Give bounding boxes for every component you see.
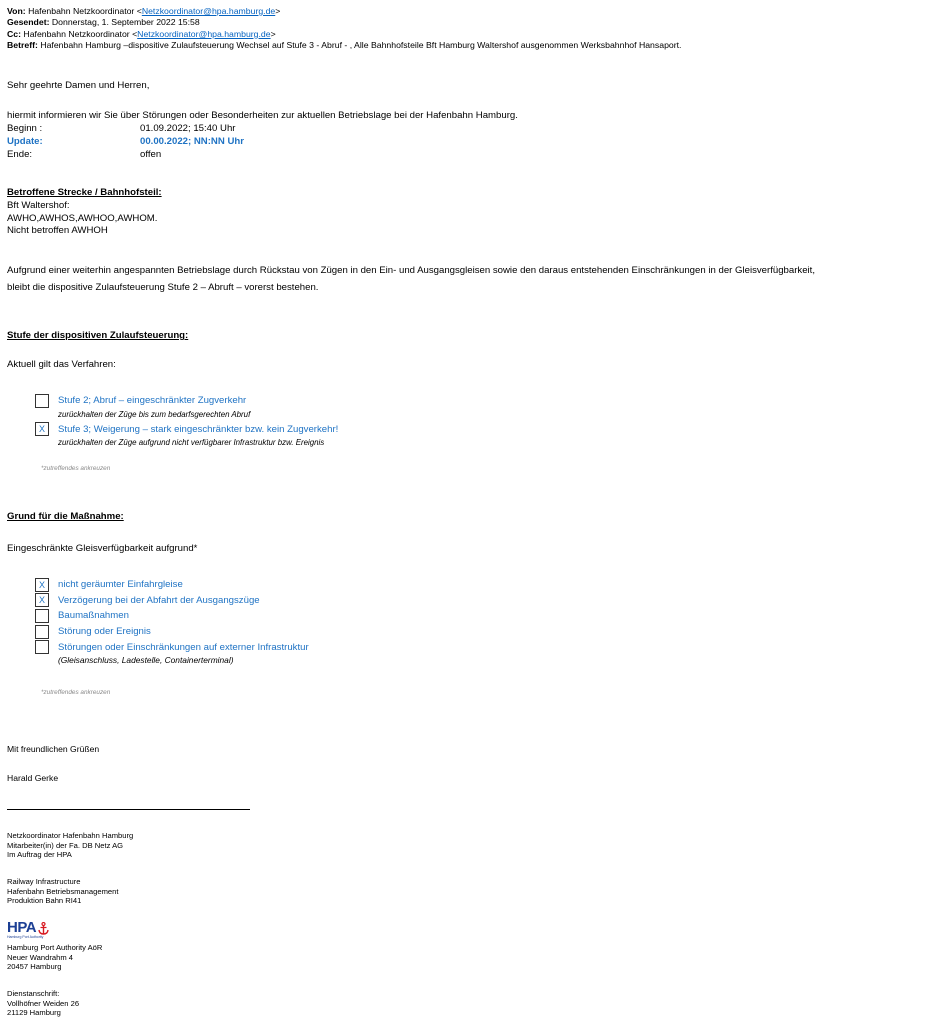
role-line-2: Mitarbeiter(in) der Fa. DB Netz AG bbox=[7, 840, 124, 850]
situation-line-1: Aufgrund einer weiterhin angespannten Betriebslage durch Rückstau von Zügen in den Ein- und Ausgangsgleisen sowie den daraus entstehenden Einschränkungen in der Gleisverfügbarkeit, bbox=[7, 265, 816, 276]
org-line-1: Hamburg Port Authority AöR bbox=[7, 943, 103, 952]
checkbox-reason-4[interactable] bbox=[35, 625, 49, 639]
update-label: Update: bbox=[7, 135, 43, 147]
check-note-2: *zutreffendes ankreuzen bbox=[41, 689, 111, 696]
checkbox-reason-5[interactable] bbox=[35, 640, 49, 654]
checkbox-reason-2[interactable]: X bbox=[35, 593, 49, 607]
signature-divider bbox=[7, 809, 250, 810]
role-line-3: Im Auftrag der HPA bbox=[7, 850, 72, 860]
signature-role bbox=[7, 831, 133, 860]
sent-line bbox=[7, 17, 681, 28]
service-line-1: Vollhöfner Weiden 26 bbox=[7, 998, 80, 1008]
greeting: Sehr geehrte Damen und Herren, bbox=[7, 80, 150, 91]
cc-email-link[interactable]: Netzkoordinator@hpa.hamburg.de bbox=[137, 28, 271, 39]
reason-5-description: (Gleisanschluss, Ladestelle, Containerterminal) bbox=[58, 654, 234, 665]
situation-line-2: bleibt die dispositive Zulaufsteuerung Stufe 2 – Abruft – vorerst bestehen. bbox=[7, 281, 319, 293]
checkbox-reason-3[interactable] bbox=[35, 609, 49, 623]
stage-3-label: Stufe 3; Weigerung – stark eingeschränkter bzw. kein Zugverkehr! bbox=[58, 423, 339, 435]
anchor-icon bbox=[38, 922, 49, 935]
end-row bbox=[7, 149, 244, 162]
from-line bbox=[7, 6, 681, 17]
signature-organization bbox=[7, 943, 102, 972]
org-line-2: Neuer Wandrahm 4 bbox=[7, 952, 73, 962]
from-label: Von: bbox=[7, 6, 26, 16]
sent-label: Gesendet: bbox=[7, 17, 50, 28]
stage-heading: Stufe der dispositiven Zulaufsteuerung: bbox=[7, 330, 189, 341]
stage-options bbox=[35, 393, 338, 448]
time-info bbox=[7, 123, 244, 161]
hpa-logo-subtext: Hamburg Port Authority bbox=[7, 935, 44, 939]
affected-section bbox=[7, 187, 162, 238]
hpa-logo bbox=[7, 920, 49, 940]
service-label: Dienstanschrift: bbox=[7, 989, 60, 998]
stage-option-3[interactable] bbox=[35, 422, 338, 438]
reason-option[interactable] bbox=[35, 639, 309, 655]
check-note-1: *zutreffendes ankreuzen bbox=[41, 465, 111, 472]
from-email-link[interactable]: Netzkoordinator@hpa.hamburg.de bbox=[141, 6, 276, 16]
begin-row bbox=[7, 123, 244, 136]
stage-3-description: zurückhalten der Züge aufgrund nicht verfügbarer Infrastruktur bzw. Ereignis bbox=[58, 438, 325, 448]
begin-label: Beginn : bbox=[7, 123, 43, 134]
checkbox-stage-2[interactable] bbox=[35, 394, 49, 408]
reason-4-label: Störung oder Ereignis bbox=[58, 626, 151, 638]
role-line-1: Netzkoordinator Hafenbahn Hamburg bbox=[7, 831, 134, 840]
reason-1-label: nicht geräumter Einfahrgleise bbox=[58, 579, 183, 591]
situation-paragraph bbox=[7, 265, 815, 295]
service-line-2: 21129 Hamburg bbox=[7, 1008, 61, 1018]
affected-heading: Betroffene Strecke / Bahnhofsteil: bbox=[7, 187, 162, 198]
stage-intro: Aktuell gilt das Verfahren: bbox=[7, 359, 116, 370]
reason-3-label: Baumaßnahmen bbox=[58, 610, 129, 622]
cc-close: > bbox=[270, 28, 276, 39]
reason-heading: Grund für die Maßnahme: bbox=[7, 511, 124, 522]
checkbox-stage-3[interactable]: X bbox=[35, 422, 49, 436]
cc-name: Hafenbahn Netzkoordinator < bbox=[23, 28, 138, 39]
subject-line bbox=[7, 40, 681, 51]
affected-line-3: Nicht betroffen AWHOH bbox=[7, 225, 108, 237]
checkbox-reason-1[interactable]: X bbox=[35, 578, 49, 592]
subject-label: Betreff: bbox=[7, 40, 38, 51]
signature-service-address bbox=[7, 989, 79, 1018]
affected-line-1: Bft Waltershof: bbox=[7, 199, 70, 211]
from-close: > bbox=[275, 6, 281, 16]
reason-option[interactable] bbox=[35, 608, 309, 624]
signature-department bbox=[7, 877, 118, 906]
stage-2-description: zurückhalten der Züge bis zum bedarfsgerechten Abruf bbox=[58, 409, 251, 419]
intro-text: hiermit informieren wir Sie über Störungen oder Besonderheiten zur aktuellen Betriebslage bei der Hafenbahn Hamburg. bbox=[7, 110, 518, 121]
reason-option[interactable] bbox=[35, 593, 309, 609]
reason-intro: Eingeschränkte Gleisverfügbarkeit aufgrund* bbox=[7, 543, 198, 554]
update-value: 00.00.2022; NN:NN Uhr bbox=[140, 135, 244, 147]
end-label: Ende: bbox=[7, 148, 33, 160]
reason-2-label: Verzögerung bei der Abfahrt der Ausgangszüge bbox=[58, 594, 260, 606]
hpa-logo-text: HPA bbox=[7, 919, 37, 936]
stage-2-label: Stufe 2; Abruf – eingeschränkter Zugverkehr bbox=[58, 395, 247, 407]
reason-option[interactable] bbox=[35, 624, 309, 640]
begin-value: 01.09.2022; 15:40 Uhr bbox=[140, 123, 236, 134]
stage-option-2[interactable] bbox=[35, 393, 338, 409]
end-value: offen bbox=[140, 148, 162, 160]
cc-line bbox=[7, 29, 681, 40]
reason-5-label: Störungen oder Einschränkungen auf externer Infrastruktur bbox=[58, 641, 309, 653]
reason-option[interactable] bbox=[35, 577, 309, 593]
sent-value: Donnerstag, 1. September 2022 15:58 bbox=[51, 17, 200, 28]
email-header bbox=[7, 6, 681, 52]
signer-name: Harald Gerke bbox=[7, 773, 59, 783]
reason-options bbox=[35, 577, 309, 666]
cc-label: Cc: bbox=[7, 28, 21, 39]
update-row bbox=[7, 136, 244, 149]
dept-line-3: Produktion Bahn RI41 bbox=[7, 896, 82, 906]
dept-line-1: Railway Infrastructure bbox=[7, 877, 81, 886]
from-name: Hafenbahn Netzkoordinator < bbox=[28, 6, 142, 16]
org-line-3: 20457 Hamburg bbox=[7, 962, 62, 972]
dept-line-2: Hafenbahn Betriebsmanagement bbox=[7, 886, 119, 896]
affected-line-2: AWHO,AWHOS,AWHOO,AWHOM. bbox=[7, 212, 158, 224]
closing-text: Mit freundlichen Grüßen bbox=[7, 744, 100, 754]
subject-value: Hafenbahn Hamburg –dispositive Zulaufsteuerung Wechsel auf Stufe 3 - Abruf - , Alle Bahnhofsteile Bft Hamburg Waltershof ausgenommen Werksbahnhof Hansaport. bbox=[40, 40, 682, 51]
